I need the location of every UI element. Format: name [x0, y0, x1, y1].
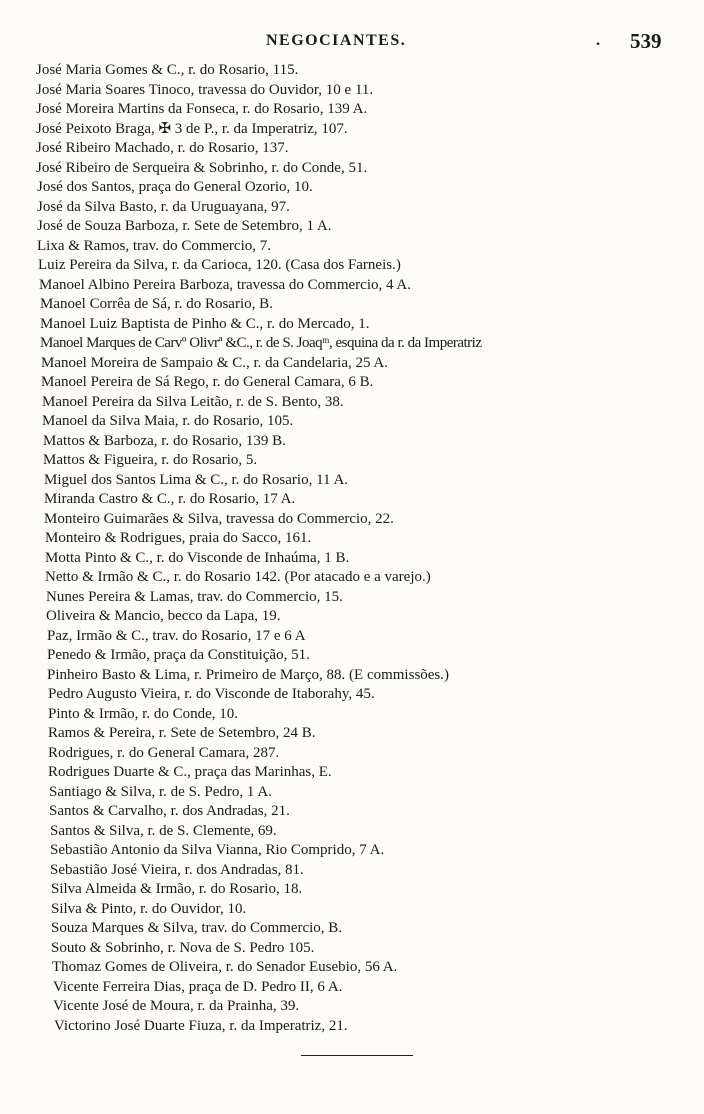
list-item: Miguel dos Santos Lima & C., r. do Rosario, 11 A. — [44, 471, 349, 488]
list-item: Manoel Albino Pereira Barboza, travessa do Commercio, 4 A. — [39, 276, 411, 293]
list-item: Manoel Pereira da Silva Leitão, r. de S. Bento, 38. — [42, 393, 344, 410]
list-item: Manoel da Silva Maia, r. do Rosario, 105. — [42, 413, 294, 429]
list-item: Santos & Silva, r. de S. Clemente, 69. — [50, 822, 277, 839]
list-item: José dos Santos, praça do General Ozorio, 10. — [37, 179, 313, 195]
list-item: José Maria Gomes & C., r. do Rosario, 115. — [36, 62, 299, 78]
list-item: Thomaz Gomes de Oliveira, r. do Senador Eusebio, 56 A. — [52, 959, 398, 975]
list-item: Silva Almeida & Irmão, r. do Rosario, 18. — [51, 881, 303, 897]
list-item: Sebastião Antonio da Silva Vianna, Rio Comprido, 7 A. — [50, 842, 385, 858]
page-number: 539 — [630, 29, 662, 53]
list-item: José Maria Soares Tinoco, travessa do Ouvidor, 10 e 11. — [36, 81, 374, 98]
list-item: Pinto & Irmão, r. do Conde, 10. — [48, 705, 238, 722]
list-item: Manoel Marques de Carvº Olivrª &C., r. de S. Joaqᵐ, esquina da r. da Imperatriz — [40, 335, 482, 351]
list-item: Vicente José de Moura, r. da Prainha, 39. — [53, 998, 300, 1014]
list-item: Motta Pinto & C., r. do Visconde de Inhaúma, 1 B. — [45, 549, 350, 566]
list-item: Manoel Corrêa de Sá, r. do Rosario, B. — [40, 296, 273, 312]
list-item: Victorino José Duarte Fiuza, r. da Imperatriz, 21. — [54, 1017, 348, 1034]
list-item: Santos & Carvalho, r. dos Andradas, 21. — [49, 803, 290, 819]
list-item: Paz, Irmão & C., trav. do Rosario, 17 e 6 A — [47, 627, 306, 644]
list-item: Manoel Luiz Baptista de Pinho & C., r. do Mercado, 1. — [40, 315, 370, 332]
list-item: José de Souza Barboza, r. Sete de Setembro, 1 A. — [37, 218, 332, 234]
list-item: Mattos & Barboza, r. do Rosario, 139 B. — [43, 432, 286, 449]
list-item: Luiz Pereira da Silva, r. da Carioca, 120. (Casa dos Farneis.) — [38, 257, 401, 273]
list-item: Nunes Pereira & Lamas, trav. do Commercio, 15. — [46, 588, 343, 605]
list-item: Monteiro & Rodrigues, praia do Sacco, 161. — [45, 530, 312, 546]
list-item: José da Silva Basto, r. da Uruguayana, 97. — [37, 198, 290, 215]
list-item: Pinheiro Basto & Lima, r. Primeiro de Março, 88. (E commissões.) — [47, 666, 450, 683]
list-item: José Moreira Martins da Fonseca, r. do Rosario, 139 A. — [36, 101, 368, 117]
list-item: Ramos & Pereira, r. Sete de Setembro, 24 B. — [48, 725, 316, 741]
list-item: Mattos & Figueira, r. do Rosario, 5. — [43, 452, 258, 468]
list-item: Netto & Irmão & C., r. do Rosario 142. (Por atacado e a varejo.) — [45, 569, 431, 585]
list-item: José Ribeiro de Serqueira & Sobrinho, r. do Conde, 51. — [36, 159, 368, 176]
list-item: Manoel Moreira de Sampaio & C., r. da Candelaria, 25 A. — [41, 354, 388, 371]
list-item: Rodrigues, r. do General Camara, 287. — [48, 744, 280, 761]
list-item: Rodrigues Duarte & C., praça das Marinhas, E. — [48, 764, 332, 780]
header-separator-dot: . — [596, 32, 600, 49]
list-item: Pedro Augusto Vieira, r. do Visconde de Itaborahy, 45. — [48, 686, 375, 702]
page-title: NEGOCIANTES. — [266, 32, 407, 49]
list-item: Sebastião José Vieira, r. dos Andradas, 81. — [50, 861, 304, 878]
list-item: Penedo & Irmão, praça da Constituição, 51. — [47, 647, 310, 663]
list-item: Manoel Pereira de Sá Rego, r. do General Camara, 6 B. — [41, 374, 374, 390]
merchant-list — [0, 61, 704, 1036]
list-item: Souza Marques & Silva, trav. do Commercio, B. — [51, 920, 343, 936]
list-item: Miranda Castro & C., r. do Rosario, 17 A. — [44, 491, 296, 507]
list-item: Vicente Ferreira Dias, praça de D. Pedro II, 6 A. — [53, 978, 343, 995]
list-item: Lixa & Ramos, trav. do Commercio, 7. — [37, 237, 271, 254]
list-item: Santiago & Silva, r. de S. Pedro, 1 A. — [49, 783, 272, 800]
end-rule-divider — [301, 1055, 413, 1056]
list-item: José Ribeiro Machado, r. do Rosario, 137. — [36, 140, 289, 156]
list-item: Monteiro Guimarães & Silva, travessa do Commercio, 22. — [44, 510, 394, 527]
list-item: Silva & Pinto, r. do Ouvidor, 10. — [51, 900, 247, 917]
list-item: Oliveira & Mancio, becco da Lapa, 19. — [46, 608, 281, 624]
list-item: Souto & Sobrinho, r. Nova de S. Pedro 105. — [51, 939, 315, 956]
list-item: José Peixoto Braga, ✠ 3 de P., r. da Imperatriz, 107. — [36, 120, 348, 137]
